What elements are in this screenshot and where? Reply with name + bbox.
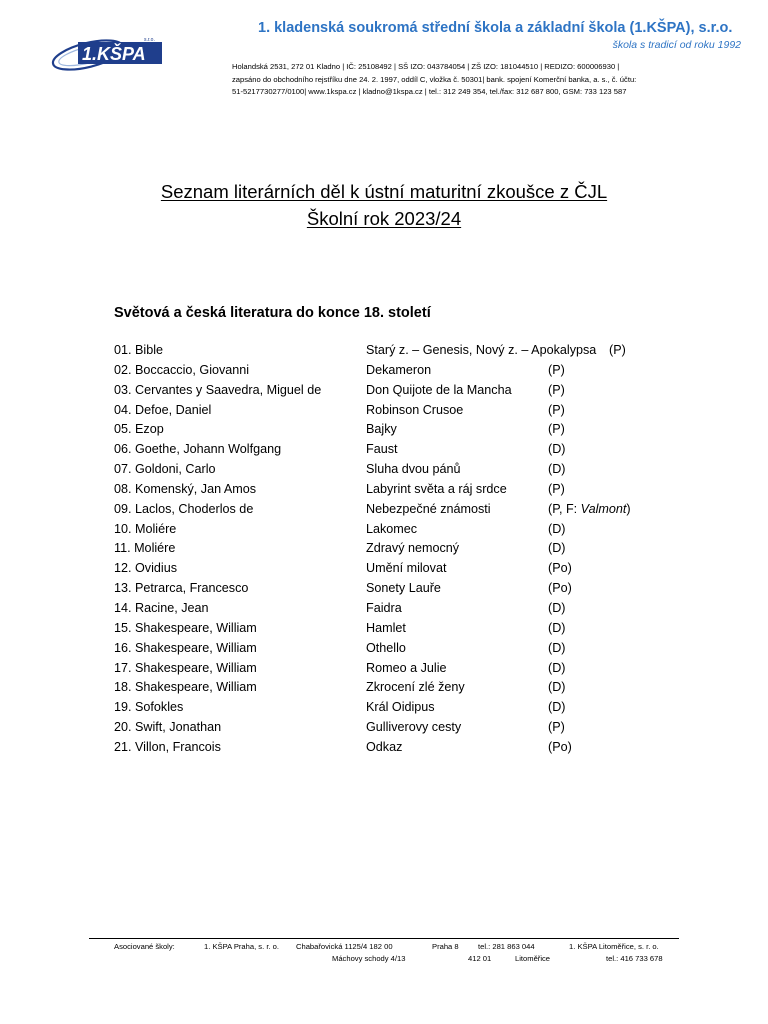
work-genre: (P) <box>548 402 565 417</box>
list-item <box>114 381 674 401</box>
work-title: Zdravý nemocný <box>366 541 460 556</box>
list-item <box>114 579 674 599</box>
work-author: 03. Cervantes y Saavedra, Miguel de <box>114 382 322 397</box>
footer-litomerice-tel: tel.: 416 733 678 <box>606 954 663 963</box>
work-author: 15. Shakespeare, William <box>114 620 257 635</box>
work-title: Bajky <box>366 422 397 437</box>
footer-praha-street: Chabařovická 1125/4 182 00 <box>296 942 393 951</box>
footer-praha-tel: tel.: 281 863 044 <box>478 942 535 951</box>
film-title: Valmont <box>580 501 627 516</box>
work-author: 21. Villon, Francois <box>114 739 221 754</box>
work-title: Faust <box>366 442 398 457</box>
school-name: 1. kladenská soukromá střední škola a základní škola (1.KŠPA), s.r.o. <box>258 20 733 36</box>
school-motto: škola s tradicí od roku 1992 <box>612 39 741 51</box>
list-item <box>114 738 674 758</box>
work-genre: (D) <box>548 640 566 655</box>
work-title: Odkaz <box>366 739 403 754</box>
work-title: Zkrocení zlé ženy <box>366 680 465 695</box>
work-genre: (D) <box>548 700 566 715</box>
contact-line: zapsáno do obchodního rejstříku dne 24. 2. 1997, oddíl C, vložka č. 50301| bank. spojení Komerční banka, a. s., č. účtu: <box>232 74 637 84</box>
work-genre: (Po) <box>548 739 572 754</box>
work-genre: (P) <box>548 422 565 437</box>
work-genre: (P) <box>548 382 565 397</box>
work-author: 02. Boccaccio, Giovanni <box>114 362 250 377</box>
genre-suffix: ) <box>626 501 631 516</box>
work-title: Starý z. – Genesis, Nový z. – Apokalypsa <box>366 343 597 357</box>
genre-prefix: (P, F: <box>548 501 581 516</box>
work-genre: (D) <box>548 541 566 556</box>
work-genre: (P) <box>609 343 626 357</box>
work-author: 07. Goldoni, Carlo <box>114 462 216 477</box>
school-contact-info <box>232 61 636 99</box>
list-item <box>114 361 674 381</box>
work-genre <box>548 500 631 520</box>
work-author: 05. Ezop <box>114 422 164 437</box>
work-genre: (Po) <box>548 581 572 596</box>
work-author: 18. Shakespeare, William <box>114 680 257 695</box>
list-item <box>114 480 674 500</box>
work-author: 16. Shakespeare, William <box>114 640 257 655</box>
work-genre: (D) <box>548 462 566 477</box>
work-genre: (D) <box>548 442 566 457</box>
list-item <box>114 619 674 639</box>
work-author: 10. Moliére <box>114 521 177 536</box>
list-item <box>114 420 674 440</box>
list-item <box>114 440 674 460</box>
work-genre: (D) <box>548 660 566 675</box>
list-item <box>114 599 674 619</box>
works-list <box>114 341 674 758</box>
work-author: 04. Defoe, Daniel <box>114 402 212 417</box>
list-item <box>114 639 674 659</box>
work-author: 11. Moliére <box>114 541 176 556</box>
list-item <box>114 520 674 540</box>
contact-line: 51-5217730277/0100| www.1kspa.cz | kladno@1kspa.cz | tel.: 312 249 354, tel./fax: 312 687 800, GSM: 733 123 587 <box>232 87 627 97</box>
work-author: 17. Shakespeare, William <box>114 660 257 675</box>
work-author: 08. Komenský, Jan Amos <box>114 481 257 496</box>
work-author: 09. Laclos, Choderlos de <box>114 501 254 516</box>
contact-line: Holandská 2531, 272 01 Kladno | IČ: 25108492 | SŠ IZO: 043784054 | ZŠ IZO: 181044510 | REDIZO: 600006930 | <box>232 62 620 71</box>
list-item <box>114 539 674 559</box>
work-title: Sluha dvou pánů <box>366 462 461 477</box>
work-title: Hamlet <box>366 620 406 635</box>
work-title: Umění milovat <box>366 561 447 576</box>
footer-praha-name: 1. KŠPA Praha, s. r. o. <box>204 942 279 951</box>
school-logo <box>48 34 166 74</box>
footer-litomerice-street: Máchovy schody 4/13 <box>332 954 406 963</box>
document-title <box>0 178 768 232</box>
footer-label: Asociované školy: <box>114 942 175 951</box>
work-title: Faidra <box>366 600 402 615</box>
footer-litomerice-city: Litoměřice <box>515 954 551 963</box>
list-item <box>114 718 674 738</box>
list-item <box>114 559 674 579</box>
work-title: Robinson Crusoe <box>366 402 464 417</box>
list-item <box>114 698 674 718</box>
footer-praha-city: Praha 8 <box>432 942 459 951</box>
section-heading: Světová a česká literatura do konce 18. století <box>114 305 431 321</box>
list-item <box>114 341 674 361</box>
work-genre: (D) <box>548 680 566 695</box>
title-line-2: Školní rok 2023/24 <box>306 208 462 229</box>
work-title: Gulliverovy cesty <box>366 720 462 735</box>
work-author: 19. Sofokles <box>114 700 184 715</box>
title-line-1: Seznam literárních děl k ústní maturitní zkoušce z ČJL <box>160 181 608 202</box>
logo-text: 1.KŠPA <box>82 44 146 64</box>
work-title: Král Oidipus <box>366 700 435 715</box>
work-genre: (D) <box>548 600 566 615</box>
work-title: Labyrint světa a ráj srdce <box>366 481 507 496</box>
work-genre: (D) <box>548 521 566 536</box>
work-title: Lakomec <box>366 521 418 536</box>
work-author: 13. Petrarca, Francesco <box>114 581 249 596</box>
work-title: Nebezpečné známosti <box>366 501 491 516</box>
work-title: Don Quijote de la Mancha <box>366 382 512 397</box>
list-item <box>114 401 674 421</box>
work-genre: (P) <box>548 720 565 735</box>
list-item <box>114 659 674 679</box>
work-genre: (P) <box>548 481 565 496</box>
work-author: 01. Bible <box>114 343 164 357</box>
work-author: 14. Racine, Jean <box>114 600 209 615</box>
work-genre: (Po) <box>548 561 572 576</box>
list-item <box>114 460 674 480</box>
work-genre: (P) <box>548 362 565 377</box>
footer-litomerice-name: 1. KŠPA Litoměřice, s. r. o. <box>569 942 659 951</box>
work-genre: (D) <box>548 620 566 635</box>
work-title: Sonety Lauře <box>366 581 441 596</box>
work-title: Othello <box>366 640 406 655</box>
work-title: Dekameron <box>366 362 432 377</box>
work-author: 12. Ovidius <box>114 561 177 576</box>
footer-litomerice-zip: 412 01 <box>468 954 492 963</box>
logo-suffix: s.r.o. <box>144 37 155 43</box>
work-author: 06. Goethe, Johann Wolfgang <box>114 442 282 457</box>
work-title: Romeo a Julie <box>366 660 447 675</box>
work-author: 20. Swift, Jonathan <box>114 720 222 735</box>
list-item <box>114 678 674 698</box>
footer-divider <box>89 938 679 939</box>
list-item <box>114 500 674 520</box>
